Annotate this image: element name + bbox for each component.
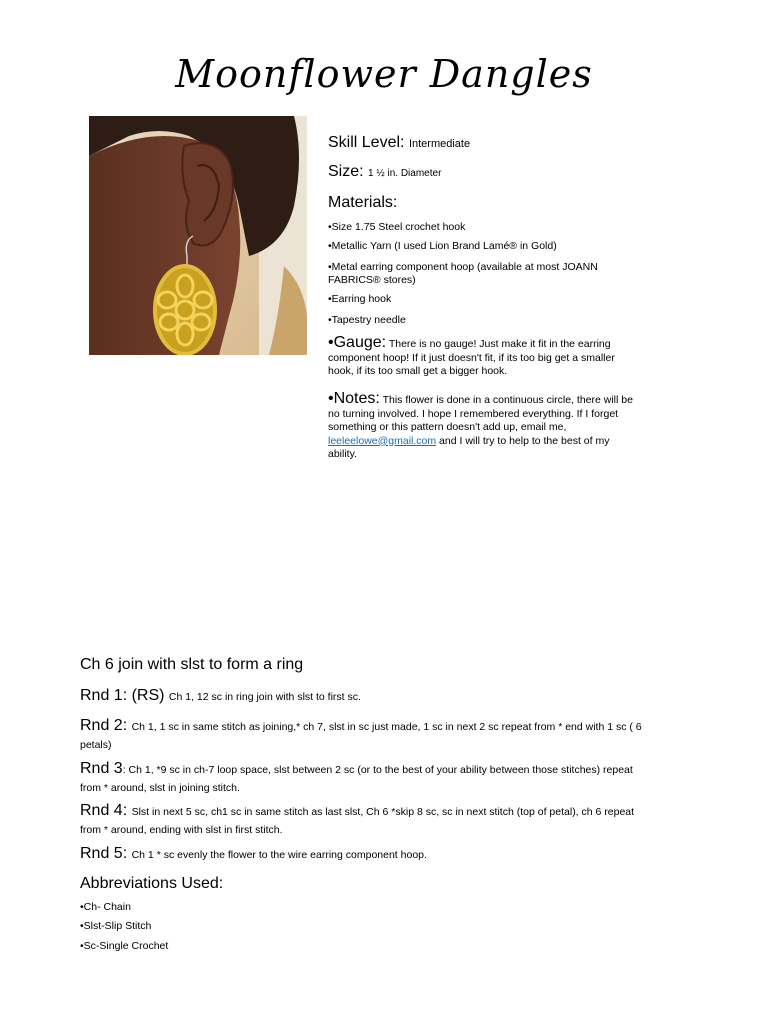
skill-level-value: Intermediate (408, 138, 471, 150)
abbreviation-item: •Ch- Chain (80, 901, 131, 913)
material-item: •Metallic Yarn (I used Lion Brand Lamé® in Gold) (328, 240, 557, 252)
title-text: Moonflower Dangles (175, 52, 593, 96)
round-label: Rnd 3 (80, 760, 123, 777)
abbreviation-item: •Sc-Single Crochet (80, 940, 169, 952)
round-4 (80, 802, 650, 838)
abbreviations-heading: Abbreviations Used: (80, 875, 224, 892)
pattern-intro (80, 656, 650, 674)
notes-text: This flower is done in a continuous circle, there will be no turning involved. I hope I remembered everything. If I forget something or this pattern doesn't add up, email me, (328, 394, 633, 433)
intro-text: Ch 6 join with slst to form a ring (80, 656, 304, 673)
round-text: Ch 1 * sc evenly the flower to the wire earring component hoop. (131, 849, 427, 861)
material-item: •Metal earring component hoop (available at most JOANN (328, 261, 598, 273)
round-2 (80, 717, 650, 753)
abbreviation-item: •Slst-Slip Stitch (80, 920, 152, 932)
material-item: •Size 1.75 Steel crochet hook (328, 221, 466, 233)
notes-section (328, 392, 640, 462)
round-1 (80, 687, 650, 705)
notes-text-end: and I will try to help to the best of my ability. (328, 434, 610, 460)
size-label: Size: (328, 163, 364, 180)
earring-photo (89, 116, 307, 355)
round-text: Slst in next 5 sc, ch1 sc in same stitch as last slst, Ch 6 *skip 8 sc, sc in next stitch (top of petal), ch 6 repeat from * around, ending with slst in first stitch. (80, 806, 635, 836)
email-link[interactable]: leeleelowe@gmail.com (328, 434, 437, 447)
gauge-text: There is no gauge! Just make it fit in the earring component hoop! If it just doesn't fit, if its too big get a smaller hook, if its too small get a bigger hook. (328, 338, 615, 377)
materials-heading: Materials: (328, 194, 398, 211)
gauge-section (328, 336, 640, 379)
round-3 (80, 760, 650, 796)
size-value: 1 ½ in. Diameter (368, 168, 442, 179)
round-label: Rnd 5: (80, 845, 128, 862)
material-item: •Earring hook (328, 293, 392, 305)
material-item: •Tapestry needle (328, 314, 406, 326)
round-label: Rnd 4: (80, 802, 128, 819)
round-5 (80, 845, 650, 863)
round-text: Ch 1, 1 sc in same stitch as joining,* ch 7, slst in sc just made, 1 sc in next 2 sc repeat from * end with 1 sc ( 6 petals) (80, 721, 642, 751)
round-text: : Ch 1, *9 sc in ch-7 loop space, slst between 2 sc (or to the best of your ability between those stitches) repeat from * around, slst in joining stitch. (80, 764, 633, 794)
gauge-label: •Gauge: (328, 334, 387, 351)
skill-level-label: Skill Level: (328, 134, 405, 151)
skill-level (328, 134, 470, 152)
size (328, 163, 441, 181)
round-label: Rnd 2: (80, 717, 128, 734)
notes-label: •Notes: (328, 390, 380, 407)
round-text: Ch 1, 12 sc in ring join with slst to first sc. (168, 691, 361, 703)
page-title (0, 52, 768, 96)
round-label: Rnd 1: (RS) (80, 687, 165, 704)
material-item-continued: FABRICS® stores) (328, 274, 416, 286)
